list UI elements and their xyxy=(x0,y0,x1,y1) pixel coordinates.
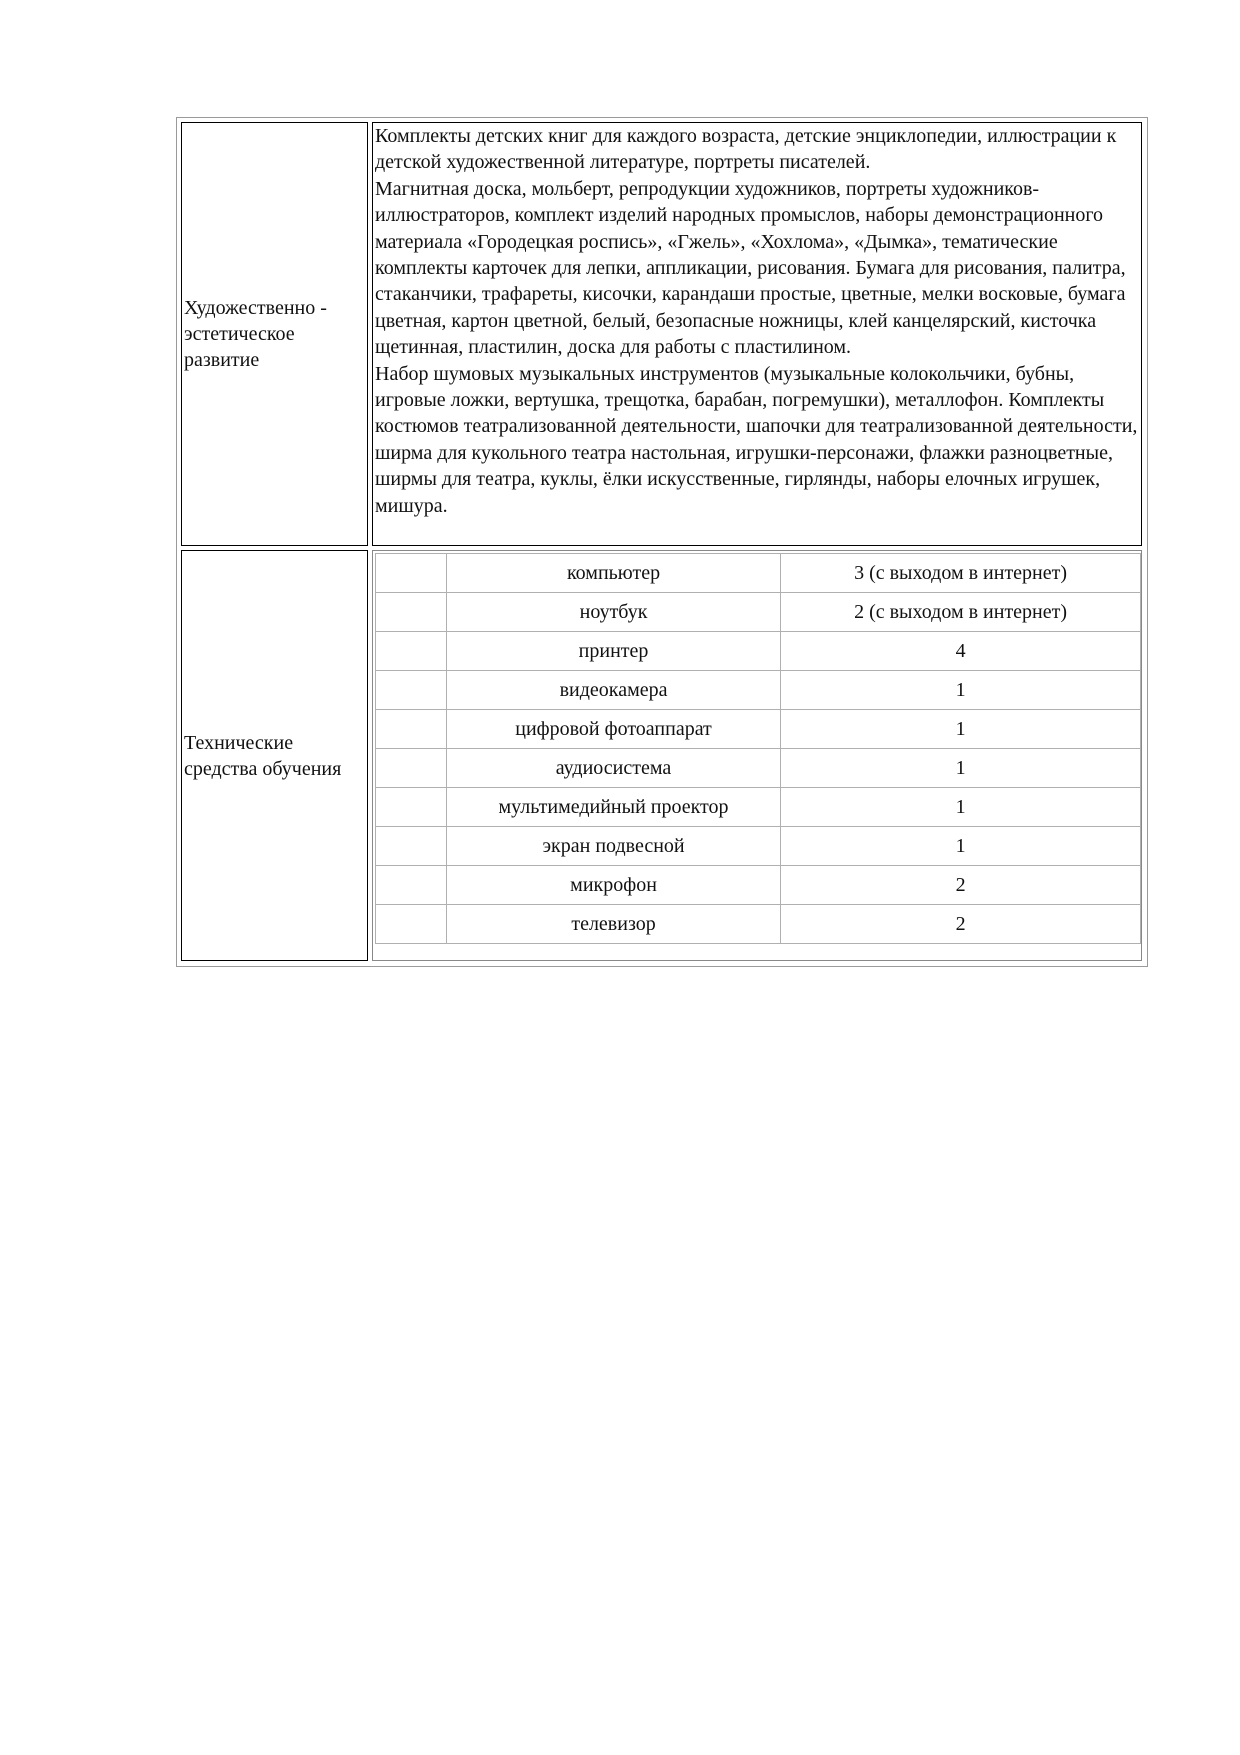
equipment-quantity: 3 (с выходом в интернет) xyxy=(781,554,1141,593)
equipment-name: компьютер xyxy=(446,554,780,593)
section-content-art xyxy=(372,122,1142,546)
table-row xyxy=(376,554,1141,593)
table-row xyxy=(376,905,1141,944)
equipment-name: видеокамера xyxy=(446,671,780,710)
equipment-quantity: 1 xyxy=(781,749,1141,788)
table-row xyxy=(376,632,1141,671)
table-row xyxy=(376,710,1141,749)
row-index-cell xyxy=(376,710,447,749)
equipment-quantity: 1 xyxy=(781,671,1141,710)
equipment-quantity: 1 xyxy=(781,788,1141,827)
table-row xyxy=(376,749,1141,788)
equipment-name: ноутбук xyxy=(446,593,780,632)
row-index-cell xyxy=(376,671,447,710)
section-label-text: Технические средства обучения xyxy=(184,731,342,780)
row-index-cell xyxy=(376,554,447,593)
table-row xyxy=(376,866,1141,905)
table-row xyxy=(376,593,1141,632)
section-label-tech xyxy=(181,550,368,961)
equipment-name: принтер xyxy=(446,632,780,671)
equipment-quantity: 4 xyxy=(781,632,1141,671)
equipment-quantity: 1 xyxy=(781,827,1141,866)
table-row xyxy=(376,827,1141,866)
table-row xyxy=(376,671,1141,710)
row-index-cell xyxy=(376,593,447,632)
equipment-quantity: 2 xyxy=(781,866,1141,905)
row-index-cell xyxy=(376,632,447,671)
equipment-name: микрофон xyxy=(446,866,780,905)
section-content-tech xyxy=(372,550,1142,961)
content-paragraph: Комплекты детских книг для каждого возраста, детские энциклопедии, иллюстрации к детской художественной литературе, портреты писателей. xyxy=(375,125,1117,174)
row-index-cell xyxy=(376,866,447,905)
resources-table xyxy=(176,117,1148,967)
content-paragraph: Магнитная доска, мольберт, репродукции художников, портреты художников-иллюстраторов, комплект изделий народных промыслов, наборы демонстрационного материала «Городецкая роспись», «Гжель», «Хохлома», «Дымка», тематические комплекты карточек для лепки, аппликации, рисования. Бумага для рисования, палитра, стаканчики, трафареты, кисочки, карандаши простые, цветные, мелки восковые, бумага цветная, картон цветной, белый, безопасные ножницы, клей канцелярский, кисточка щетинная, пластилин, доска для работы с пластилином. xyxy=(375,177,1126,359)
table-row xyxy=(376,788,1141,827)
equipment-name: цифровой фотоаппарат xyxy=(446,710,780,749)
content-paragraph: Набор шумовых музыкальных инструментов (музыкальные колокольчики, бубны, игровые ложки, вертушка, трещотка, барабан, погремушки), металлофон. Комплекты костюмов театрализованной деятельности, шапочки для театрализованной деятельности, ширма для кукольного театра настольная, игрушки-персонажи, флажки разноцветные, ширмы для театра, куклы, ёлки искусственные, гирлянды, наборы елочных игрушек, мишура. xyxy=(375,362,1138,517)
row-index-cell xyxy=(376,749,447,788)
row-index-cell xyxy=(376,905,447,944)
equipment-name: мультимедийный проектор xyxy=(446,788,780,827)
equipment-name: аудиосистема xyxy=(446,749,780,788)
equipment-quantity: 2 (с выходом в интернет) xyxy=(781,593,1141,632)
equipment-quantity: 2 xyxy=(781,905,1141,944)
equipment-name: экран подвесной xyxy=(446,827,780,866)
section-label-text: Художественно - эстетическое развитие xyxy=(184,297,327,371)
section-label-art xyxy=(181,122,368,546)
equipment-table xyxy=(375,553,1141,944)
equipment-quantity: 1 xyxy=(781,710,1141,749)
equipment-name: телевизор xyxy=(446,905,780,944)
row-index-cell xyxy=(376,788,447,827)
row-index-cell xyxy=(376,827,447,866)
